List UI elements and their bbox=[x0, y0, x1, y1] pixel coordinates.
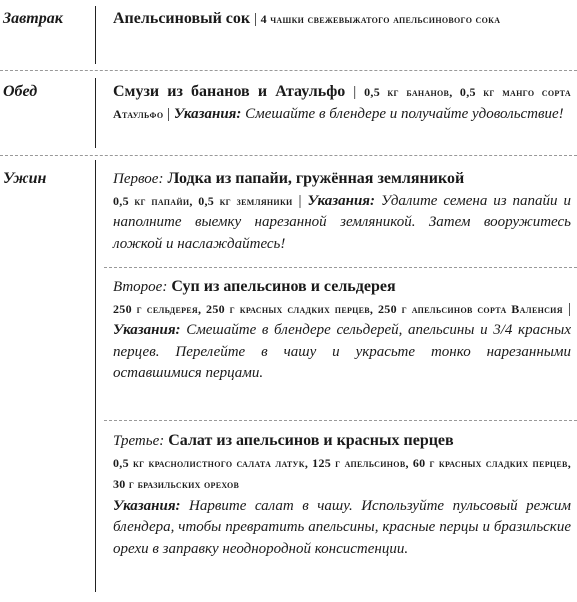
divider: | bbox=[250, 11, 261, 27]
ingredients: 0,5 кг папайи, 0,5 кг земляники bbox=[113, 193, 293, 208]
row-separator bbox=[0, 155, 577, 156]
instructions-label: Указания: bbox=[113, 497, 181, 514]
instructions-text: Нарвите салат в чашу. Используйте пульсовый режим блендера, чтобы превратить апельсины, красные перцы и бразильские орехи в заправку неоднородной консистенции. bbox=[113, 497, 571, 557]
dinner-second-course bbox=[113, 276, 571, 385]
course-label: Третье: bbox=[113, 433, 165, 449]
vertical-rule-lunch bbox=[95, 78, 96, 148]
vertical-rule-breakfast bbox=[95, 6, 96, 64]
row-separator bbox=[0, 70, 577, 71]
instructions-label: Указания: bbox=[113, 322, 181, 338]
course-label: Первое: bbox=[113, 171, 164, 187]
breakfast-entry bbox=[113, 8, 571, 31]
instructions-text: Удалите семена из папайи и наполните выемку нарезанной земляникой. Затем вооружитесь ложкой и наслаждайтесь! bbox=[113, 192, 571, 252]
divider: | bbox=[562, 300, 571, 317]
ingredients: 4 чашки свежевыжатого апельсинового сока bbox=[260, 12, 501, 26]
dish-title: Салат из апельсинов и красных перцев bbox=[164, 432, 454, 449]
instructions-label: Указания: bbox=[173, 105, 242, 122]
course-label: Второе: bbox=[113, 279, 168, 295]
dish-title: Суп из апельсинов и сельдерея bbox=[167, 278, 396, 295]
course-separator bbox=[104, 420, 577, 421]
dish-title: Апельсиновый сок bbox=[113, 10, 251, 27]
divider: | bbox=[163, 105, 174, 122]
vertical-rule-dinner bbox=[95, 160, 96, 592]
instructions-label: Указания: bbox=[307, 192, 376, 209]
ingredients: 250 г сельдерея, 250 г красных сладких перцев, 250 г апельсинов сорта Валенсия bbox=[113, 301, 563, 316]
divider: | bbox=[292, 192, 308, 209]
dinner-first-course bbox=[113, 168, 571, 255]
divider: | bbox=[345, 84, 365, 100]
dinner-third-course bbox=[113, 430, 571, 560]
ingredients: 0,5 кг краснолистного салата латук, 125 г апельсинов, 60 г красных сладких перцев, 30 г бразильских орехов bbox=[113, 455, 571, 491]
instructions-text: Смешайте в блендере и получайте удовольствие! bbox=[241, 105, 564, 122]
instructions-text: Смешайте в блендере сельдерей, апельсины и 3/4 красных перцев. Перелейте в чашу и украсьте тонко нарезанными оставшимися перцами. bbox=[113, 322, 571, 381]
lunch-entry bbox=[113, 81, 571, 125]
meal-label-lunch: Обед bbox=[3, 83, 38, 100]
meal-label-dinner: Ужин bbox=[3, 170, 47, 187]
ingredients: 0,5 кг бананов, 0,5 кг манго сорта Атаульфо bbox=[113, 85, 571, 121]
course-separator bbox=[104, 267, 577, 268]
dish-title: Лодка из папайи, гружённая земляникой bbox=[163, 170, 465, 187]
meal-label-breakfast: Завтрак bbox=[3, 10, 63, 27]
dish-title: Смузи из бананов и Атаульфо bbox=[113, 83, 346, 100]
